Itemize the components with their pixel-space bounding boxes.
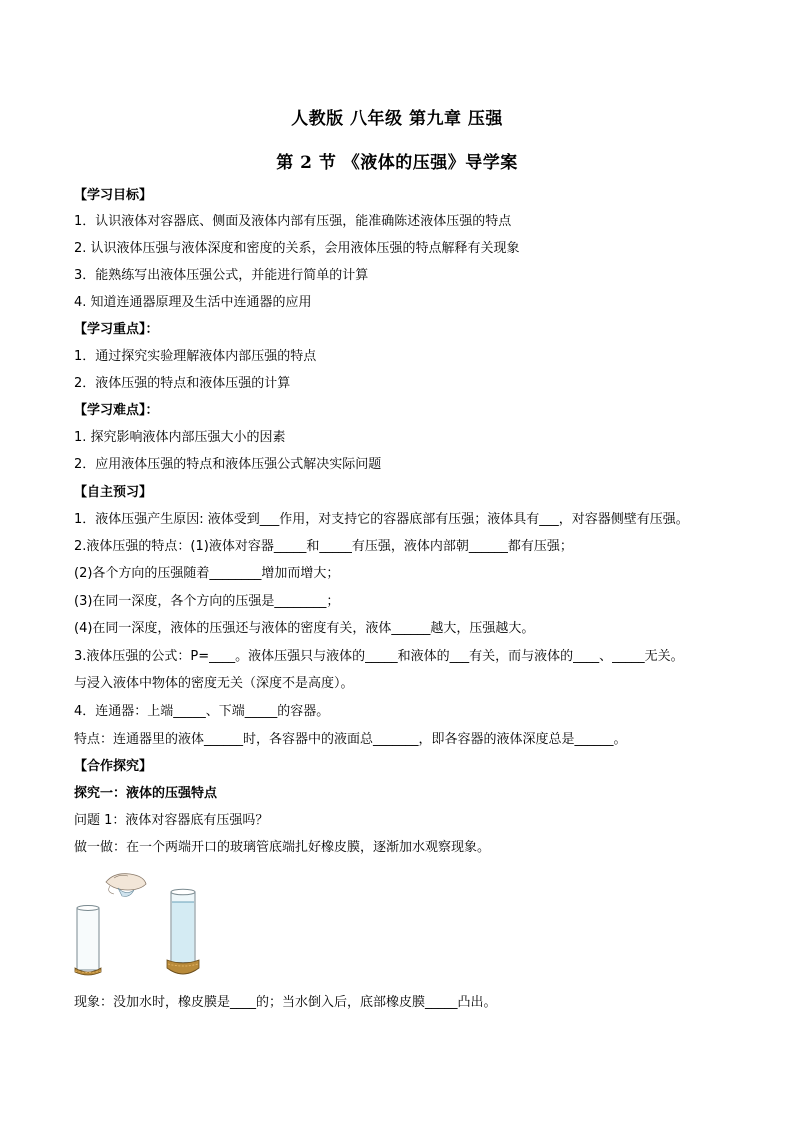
observation-text: 现象：没加水时，橡皮膜是____的；当水倒入后，底部橡皮膜_____凸出。 <box>74 995 497 1010</box>
preview-item: 2.液体压强的特点：(1)液体对容器_____和_____有压强，液体内部朝______都有压强； <box>74 539 573 554</box>
experiment-illustration <box>70 868 210 984</box>
glass-tube-water <box>167 889 199 974</box>
document-subtitle: 第 2 节 《液体的压强》导学案 <box>276 153 518 173</box>
glass-tube-empty <box>75 906 101 976</box>
document-title: 人教版 八年级 第九章 压强 <box>291 109 503 129</box>
goal-item: 1．认识液体对容器底、侧面及液体内部有压强，能准确陈述液体压强的特点 <box>74 214 512 229</box>
focus-item: 2．液体压强的特点和液体压强的计算 <box>74 376 291 391</box>
goal-item: 4. 知道连通器原理及生活中连通器的应用 <box>74 295 312 310</box>
activity-text: 做一做：在一个两端开口的玻璃管底端扎好橡皮膜，逐渐加水观察现象。 <box>74 840 491 855</box>
section-heading-explore: 【合作探究】 <box>74 759 153 774</box>
preview-item: 与浸入液体中物体的密度无关（深度不是高度）。 <box>74 676 354 691</box>
difficulty-item: 1. 探究影响液体内部压强大小的因素 <box>74 430 286 445</box>
goal-item: 3．能熟练写出液体压强公式，并能进行简单的计算 <box>74 268 369 283</box>
preview-item: 4．连通器：上端_____、下端_____的容器。 <box>74 704 330 719</box>
section-heading-focus: 【学习重点】： <box>74 322 159 337</box>
difficulty-item: 2．应用液体压强的特点和液体压强公式解决实际问题 <box>74 457 382 472</box>
preview-item: (3)在同一深度，各个方向的压强是________； <box>74 594 340 609</box>
hand-icon <box>106 874 146 897</box>
explore-heading: 探究一：液体的压强特点 <box>74 786 218 801</box>
preview-item: 3.液体压强的公式：P=____。液体压强只与液体的_____和液体的___有关，而与液体的____、_____无关。 <box>74 649 684 664</box>
section-heading-goals: 【学习目标】 <box>74 188 153 203</box>
preview-item: 1．液体压强产生原因: 液体受到___作用，对支持它的容器底部有压强；液体具有___，对容器侧壁有压强。 <box>74 512 689 527</box>
goal-item: 2. 认识液体压强与液体深度和密度的关系，会用液体压强的特点解释有关现象 <box>74 241 520 256</box>
preview-item: (2)各个方向的压强随着________增加而增大； <box>74 566 340 581</box>
preview-item: (4)在同一深度，液体的压强还与液体的密度有关，液体______越大，压强越大。 <box>74 621 535 636</box>
section-heading-difficulty: 【学习难点】： <box>74 403 159 418</box>
question-text: 问题 1：液体对容器底有压强吗？ <box>74 813 269 828</box>
preview-item: 特点：连通器里的液体______时，各容器中的液面总_______，即各容器的液体深度总是______。 <box>74 732 627 747</box>
section-heading-preview: 【自主预习】 <box>74 485 153 500</box>
focus-item: 1．通过探究实验理解液体内部压强的特点 <box>74 349 317 364</box>
